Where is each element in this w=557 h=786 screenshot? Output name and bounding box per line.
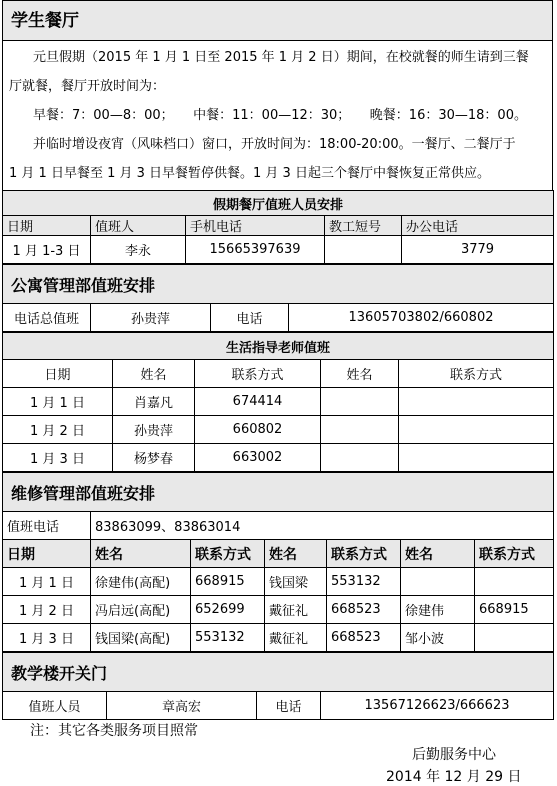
issue-date: 2014 年 12 月 29 日	[386, 769, 522, 785]
name-cell	[321, 388, 399, 416]
column-header: 联系方式	[475, 540, 554, 568]
table-row	[3, 568, 554, 596]
apartment-duty-table	[2, 264, 554, 332]
duty-schedule-sheet	[2, 0, 553, 720]
name-cell: 钱国梁(高配)	[91, 624, 191, 652]
column-header: 日期	[3, 540, 91, 568]
contact-cell: 663002	[195, 444, 321, 472]
column-header: 教工短号	[325, 216, 402, 236]
short-number-cell	[325, 236, 402, 264]
canteen-notice-line: 元旦假期（2015 年 1 月 1 日至 2015 年 1 月 2 日）期间，在校就餐的师生请到三餐	[33, 50, 529, 65]
column-header: 联系方式	[191, 540, 265, 568]
contact-cell: 674414	[195, 388, 321, 416]
footer-note: 注：其它各类服务项目照常	[30, 723, 198, 739]
name-cell: 杨梦春	[113, 444, 195, 472]
phone-cell: 13567126623/666623	[321, 692, 554, 720]
guidance-section-title: 生活指导老师值班	[3, 333, 554, 360]
date-cell: 1 月 1 日	[3, 388, 113, 416]
name-cell: 徐建伟(高配)	[91, 568, 191, 596]
name-cell: 邹小波	[401, 624, 475, 652]
date-cell: 1 月 3 日	[3, 444, 113, 472]
label-cell: 电话总值班	[3, 304, 91, 332]
contact-cell	[399, 416, 554, 444]
column-header: 姓名	[91, 540, 191, 568]
date-cell: 1 月 2 日	[3, 416, 113, 444]
contact-cell: 668523	[327, 624, 401, 652]
table-row	[3, 596, 554, 624]
contact-cell: 652699	[191, 596, 265, 624]
name-cell: 戴征礼	[265, 624, 327, 652]
date-cell: 1 月 1-3 日	[3, 236, 91, 264]
canteen-duty-table	[2, 190, 554, 264]
canteen-notice-line: 1 月 1 日早餐至 1 月 3 日早餐暂停供餐。1 月 3 日起三个餐厅中餐恢复正常供应。	[9, 166, 490, 181]
name-cell: 孙贵萍	[91, 304, 211, 332]
name-cell: 戴征礼	[265, 596, 327, 624]
table-row	[3, 236, 554, 264]
label-cell: 值班电话	[3, 512, 91, 540]
name-cell	[321, 444, 399, 472]
building-section-title: 教学楼开关门	[3, 653, 554, 692]
contact-cell: 553132	[191, 624, 265, 652]
phone-cell: 13605703802/660802	[289, 304, 554, 332]
contact-cell: 660802	[195, 416, 321, 444]
contact-cell	[475, 568, 554, 596]
name-cell: 章高宏	[107, 692, 257, 720]
phone-cell: 83863099、83863014	[91, 512, 554, 540]
name-cell: 李永	[91, 236, 186, 264]
contact-cell: 668523	[327, 596, 401, 624]
name-cell: 肖嘉凡	[113, 388, 195, 416]
column-header: 值班人	[91, 216, 186, 236]
column-header: 姓名	[265, 540, 327, 568]
label-cell: 电话	[211, 304, 289, 332]
guidance-duty-table	[2, 332, 554, 472]
contact-cell	[399, 444, 554, 472]
table-row	[3, 416, 554, 444]
name-cell: 钱国梁	[265, 568, 327, 596]
date-cell: 1 月 3 日	[3, 624, 91, 652]
label-cell: 电话	[257, 692, 321, 720]
contact-cell: 668915	[475, 596, 554, 624]
column-header: 姓名	[321, 360, 399, 388]
name-cell: 冯启远(高配)	[91, 596, 191, 624]
date-cell: 1 月 2 日	[3, 596, 91, 624]
table-row	[3, 304, 554, 332]
contact-cell: 668915	[191, 568, 265, 596]
phone-cell: 15665397639	[186, 236, 325, 264]
canteen-duty-title: 假期餐厅值班人员安排	[3, 191, 554, 216]
column-header: 姓名	[113, 360, 195, 388]
office-phone-cell: 3779	[402, 236, 554, 264]
name-cell: 孙贵萍	[113, 416, 195, 444]
column-header: 手机电话	[186, 216, 325, 236]
apartment-section-title: 公寓管理部值班安排	[3, 265, 554, 304]
table-row	[3, 444, 554, 472]
contact-cell	[399, 388, 554, 416]
date-cell: 1 月 1 日	[3, 568, 91, 596]
column-header: 姓名	[401, 540, 475, 568]
column-header: 办公电话	[402, 216, 554, 236]
column-header: 联系方式	[399, 360, 554, 388]
building-duty-table	[2, 652, 554, 720]
issuer-name: 后勤服务中心	[412, 747, 496, 763]
repair-section-title: 维修管理部值班安排	[3, 473, 554, 512]
name-cell	[401, 568, 475, 596]
canteen-notice	[2, 40, 553, 190]
canteen-notice-line: 并临时增设夜宵（风味档口）窗口，开放时间为：18:00-20:00。一餐厅、二餐厅于	[33, 137, 516, 152]
table-row	[3, 692, 554, 720]
contact-cell	[475, 624, 554, 652]
canteen-notice-line: 厅就餐，餐厅开放时间为：	[9, 79, 166, 94]
column-header: 日期	[3, 216, 91, 236]
table-row	[3, 388, 554, 416]
canteen-hours-line: 早餐：7：00—8：00； 中餐：11：00—12：30； 晚餐：16：30—18：00。	[33, 108, 527, 123]
contact-cell: 553132	[327, 568, 401, 596]
name-cell: 徐建伟	[401, 596, 475, 624]
table-row	[3, 624, 554, 652]
canteen-section-title: 学生餐厅	[2, 0, 553, 40]
label-cell: 值班人员	[3, 692, 107, 720]
column-header: 日期	[3, 360, 113, 388]
column-header: 联系方式	[195, 360, 321, 388]
column-header: 联系方式	[327, 540, 401, 568]
name-cell	[321, 416, 399, 444]
repair-duty-table	[2, 472, 554, 652]
